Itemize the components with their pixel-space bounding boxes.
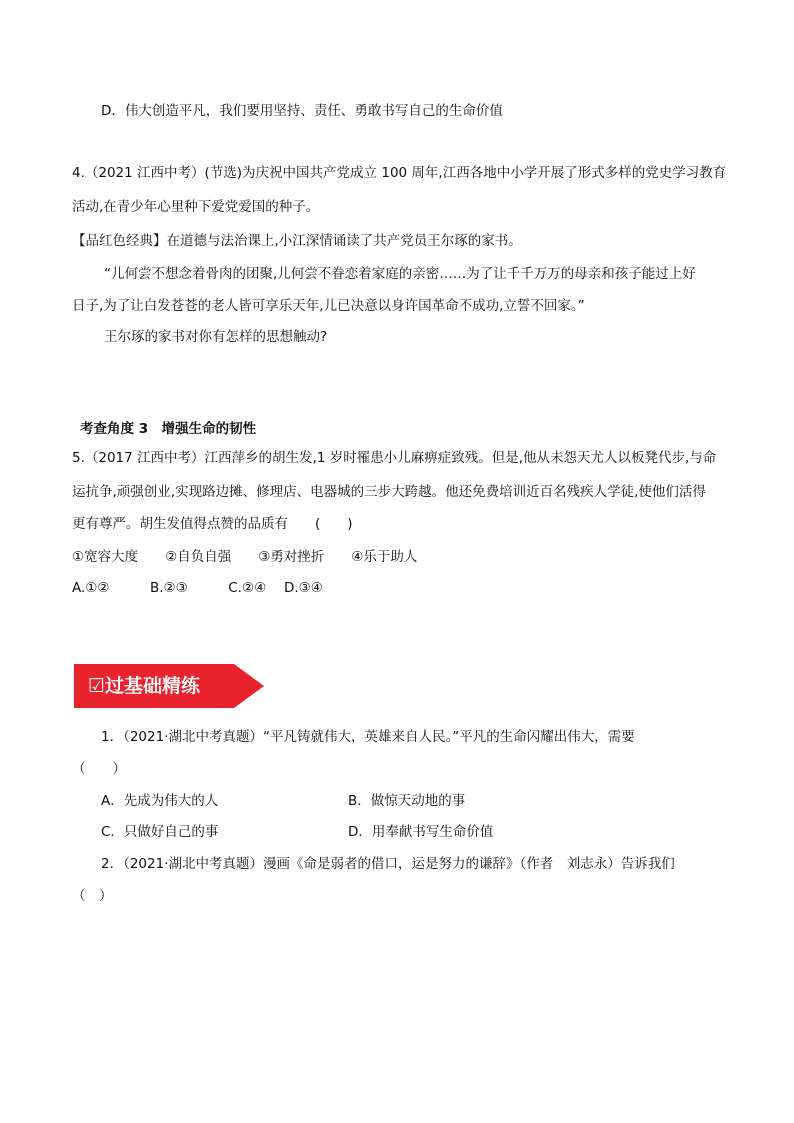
practice-2-line-2: （ ） [72,888,113,904]
banner-title: ☑过基础精练 [88,675,201,697]
practice-1-line-2: （ ） [72,761,126,777]
question-4-quote-line-1: “儿何尝不想念着骨肉的团聚,儿何尝不眷恋着家庭的亲密……为了让千千万万的母亲和孩子能过上好 [104,266,696,282]
question-5-statements: ①宽容大度 ②自负自强 ③勇对挫折 ④乐于助人 [72,549,418,565]
question-5-options: A.①② B.②③ C.②④ D.③④ [72,580,323,596]
question-5-line-1: 5.（2017 江西中考）江西萍乡的胡生发,1 岁时罹患小儿麻痹症致残。但是,他从未怨天尤人以板凳代步,与命 [72,450,717,466]
section-banner [74,664,264,708]
practice-2-line-1: 2．（2021·湖北中考真题）漫画《命是弱者的借口，运是努力的谦辞》（作者 刘志永）告诉我们 [101,856,675,872]
practice-1-option-a: A．先成为伟大的人 [101,793,219,809]
question-4-quote-line-2: 日子,为了让白发苍苍的老人皆可享乐天年,儿已决意以身许国革命不成功,立誓不回家。” [72,298,585,314]
question-4-prompt: 王尔琢的家书对你有怎样的思想触动? [104,329,328,345]
question-3-option-d: D．伟大创造平凡，我们要用坚持、责任、勇敢书写自己的生命价值 [101,103,503,119]
question-5-line-3: 更有尊严。胡生发值得点赞的品质有 ( ) [72,516,353,532]
question-4-line-1: 4.（2021 江西中考）(节选)为庆祝中国共产党成立 100 周年,江西各地中小学开展了形式多样的党史学习教育 [72,165,727,181]
practice-1-option-b: B．做惊天动地的事 [348,793,466,809]
question-5-line-2: 运抗争,顽强创业,实现路边摊、修理店、电器城的三步大跨越。他还免费培训近百名残疾人学徒,使他们活得 [72,484,706,500]
question-4-line-3: 【品红色经典】在道德与法治课上,小江深情诵读了共产党员王尔琢的家书。 [72,233,522,249]
section-heading: 考查角度 3 增强生命的韧性 [80,421,257,437]
practice-1-line-1: 1．（2021·湖北中考真题）“平凡铸就伟大，英雄来自人民。”平凡的生命闪耀出伟大，需要 [101,729,635,745]
practice-1-option-d: D．用奉献书写生命价值 [348,824,494,840]
practice-1-option-c: C．只做好自己的事 [101,824,219,840]
question-4-line-2: 活动,在青少年心里种下爱党爱国的种子。 [72,199,320,215]
